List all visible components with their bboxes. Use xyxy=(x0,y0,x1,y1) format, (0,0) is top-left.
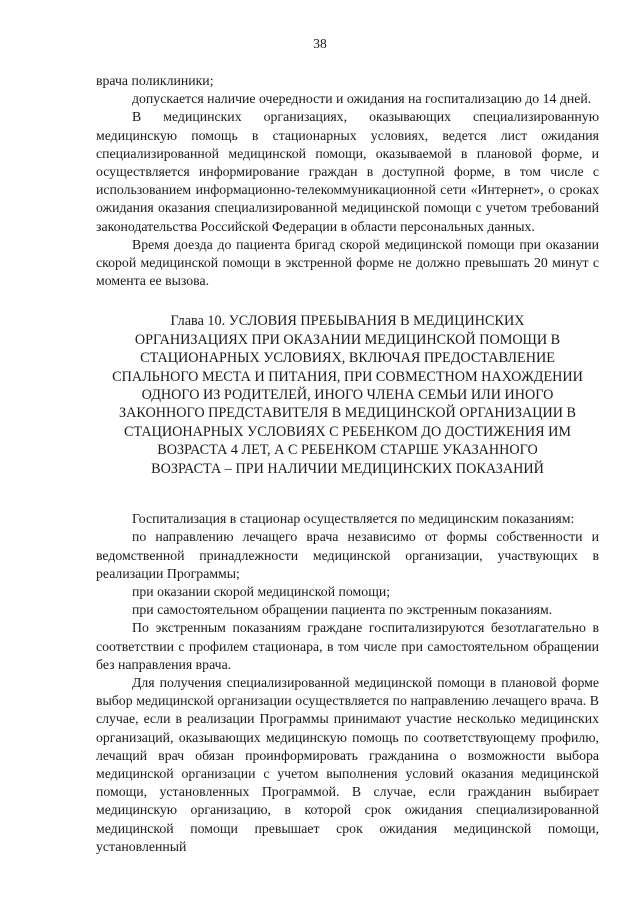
paragraph: допускается наличие очередности и ожидания на госпитализацию до 14 дней. xyxy=(132,91,592,107)
paragraph: По экстренным показаниям граждане госпитализируются безотлагательно в соответствии с профилем стационара, в том числе при самостоятельном обращении без направления врача. xyxy=(96,620,599,672)
chapter-heading-line: ОДНОГО ИЗ РОДИТЕЛЕЙ, ИНОГО ЧЛЕНА СЕМЬИ ИЛИ ИНОГО xyxy=(141,387,554,404)
paragraph: по направлению лечащего врача независимо от формы собственности и ведомственной принадлежности медицинской организации, участвующих в реализации Программы; xyxy=(96,529,599,581)
chapter-heading-line: СТАЦИОНАРНЫХ УСЛОВИЯХ, ВКЛЮЧАЯ ПРЕДОСТАВЛЕНИЕ xyxy=(140,350,555,367)
paragraph: при самостоятельном обращении пациента по экстренным показаниям. xyxy=(132,602,553,618)
chapter-heading-line: ЗАКОННОГО ПРЕДСТАВИТЕЛЯ В МЕДИЦИНСКОЙ ОРГАНИЗАЦИИ В xyxy=(119,405,576,422)
chapter-heading-line: ОРГАНИЗАЦИЯХ ПРИ ОКАЗАНИИ МЕДИЦИНСКОЙ ПОМОЩИ В xyxy=(134,331,561,348)
chapter-heading xyxy=(96,312,599,478)
paragraph: врача поликлиники; xyxy=(96,73,214,88)
paragraph: при оказании скорой медицинской помощи; xyxy=(132,583,391,599)
paragraph: Время доезда до пациента бригад скорой медицинской помощи при оказании скорой медицинской помощи в экстренной форме не должно превышать 20 минут с момента ее вызова. xyxy=(96,236,599,289)
chapter-heading-line: СПАЛЬНОГО МЕСТА И ПИТАНИЯ, ПРИ СОВМЕСТНОМ НАХОЖДЕНИИ xyxy=(112,368,583,385)
paragraph: Для получения специализированной медицинской помощи в плановой форме выбор медицинской организации осуществляется по направлению лечащего врача. В случае, если в реализации Программы принимают участие несколько медицинских организаций, оказывающих медицинскую помощь по соответствующему профилю, лечащий врач обязан проинформировать гражданина о возможности выбора медицинской организации с учетом выполнения условий оказания медицинской помощи, установленных Программой. В случае, если гражданин выбирает медицинскую организацию, в которой срок ожидания специализированной медицинской помощи превышает срок ожидания медицинской помощи, установленный xyxy=(96,674,599,854)
page-number: 38 xyxy=(313,36,327,51)
chapter-heading-line: ВОЗРАСТА – ПРИ НАЛИЧИИ МЕДИЦИНСКИХ ПОКАЗАНИЙ xyxy=(151,460,544,477)
paragraph: Госпитализация в стационар осуществляется по медицинским показаниям: xyxy=(132,511,575,527)
chapter-heading-line: ВОЗРАСТА 4 ЛЕТ, А С РЕБЕНКОМ СТАРШЕ УКАЗАННОГО xyxy=(157,442,538,459)
paragraph: В медицинских организациях, оказывающих специализированную медицинскую помощь в стационарных условиях, ведется лист ожидания специализированной медицинской помощи, оказываемой в плановой форме, и осуществляется информирование граждан в доступной форме, в том числе с использованием информационно-телекоммуникационной сети «Интернет», о сроках ожидания оказания специализированной медицинской помощи с учетом требований законодательства Российской Федерации в области персональных данных. xyxy=(96,109,599,234)
document-body xyxy=(96,72,599,856)
chapter-heading-line: Глава 10. УСЛОВИЯ ПРЕБЫВАНИЯ В МЕДИЦИНСКИХ xyxy=(170,313,525,330)
chapter-heading-line: СТАЦИОНАРНЫХ УСЛОВИЯХ С РЕБЕНКОМ ДО ДОСТИЖЕНИЯ ИМ xyxy=(123,423,571,440)
